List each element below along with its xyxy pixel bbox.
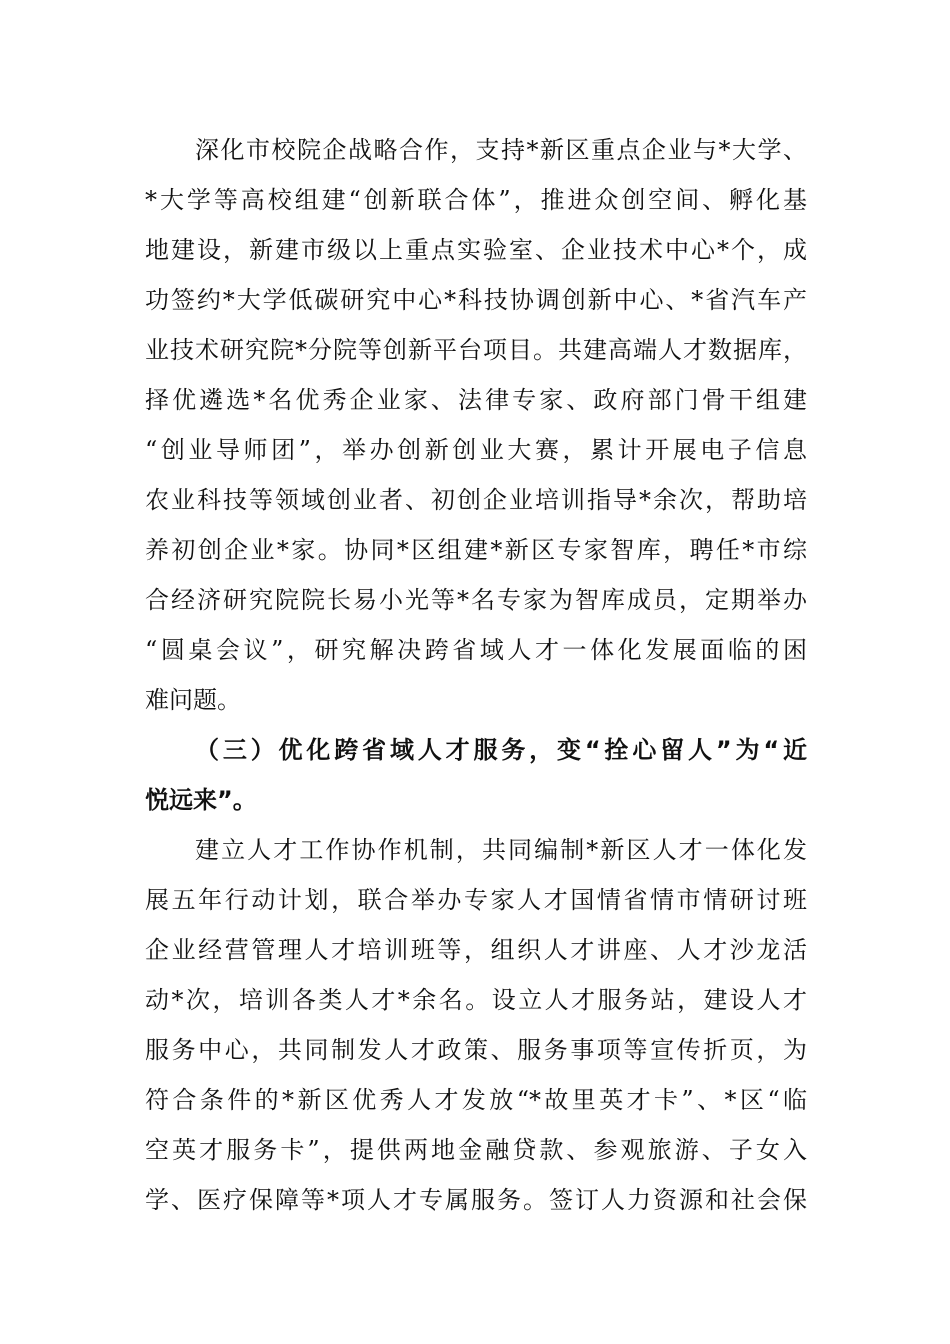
text-line: 展五年行动计划，联合举办专家人才国情省情市情研讨班 — [145, 886, 807, 914]
text-line: “圆桌会议”，研究解决跨省域人才一体化发展面临的困 — [145, 636, 807, 664]
text-line: 养初创企业*家。协同*区组建*新区专家智库，聘任*市综 — [145, 536, 807, 564]
text-line: *大学等高校组建“创新联合体”，推进众创空间、孵化基 — [145, 186, 807, 214]
document-page — [145, 125, 807, 1225]
text-line: 建立人才工作协作机制，共同编制*新区人才一体化发 — [195, 836, 807, 864]
text-line: 业技术研究院*分院等创新平台项目。共建高端人才数据库， — [145, 336, 807, 364]
text-line: “创业导师团”，举办创新创业大赛，累计开展电子信息 — [145, 436, 807, 464]
text-line: 地建设，新建市级以上重点实验室、企业技术中心*个，成 — [145, 236, 807, 264]
text-line: 合经济研究院院长易小光等*名专家为智库成员，定期举办 — [145, 586, 807, 614]
text-line: 择优遴选*名优秀企业家、法律专家、政府部门骨干组建 — [145, 386, 807, 414]
paragraph-talent-service — [145, 825, 807, 1225]
text-line: 深化市校院企战略合作，支持*新区重点企业与*大学、 — [195, 136, 807, 164]
paragraph-innovation — [145, 125, 807, 725]
text-line: 企业经营管理人才培训班等，组织人才讲座、人才沙龙活 — [145, 936, 807, 964]
text-line: 符合条件的*新区优秀人才发放“*故里英才卡”、*区“临 — [145, 1086, 807, 1114]
text-line: 学、医疗保障等*项人才专属服务。签订人力资源和社会保 — [145, 1186, 807, 1214]
text-line: 农业科技等领域创业者、初创企业培训指导*余次，帮助培 — [145, 486, 807, 514]
text-line: 服务中心，共同制发人才政策、服务事项等宣传折页，为 — [145, 1036, 807, 1064]
text-line: 动*次，培训各类人才*余名。设立人才服务站，建设人才 — [145, 986, 807, 1014]
text-line: 空英才服务卡”，提供两地金融贷款、参观旅游、子女入 — [145, 1136, 807, 1164]
heading-line: （三）优化跨省域人才服务，变“拴心留人”为“近 — [195, 736, 807, 764]
text-line: 功签约*大学低碳研究中心*科技协调创新中心、*省汽车产 — [145, 286, 807, 314]
section-heading — [145, 725, 807, 825]
heading-line: 悦远来”。 — [145, 786, 257, 814]
text-line: 难问题。 — [145, 686, 241, 714]
